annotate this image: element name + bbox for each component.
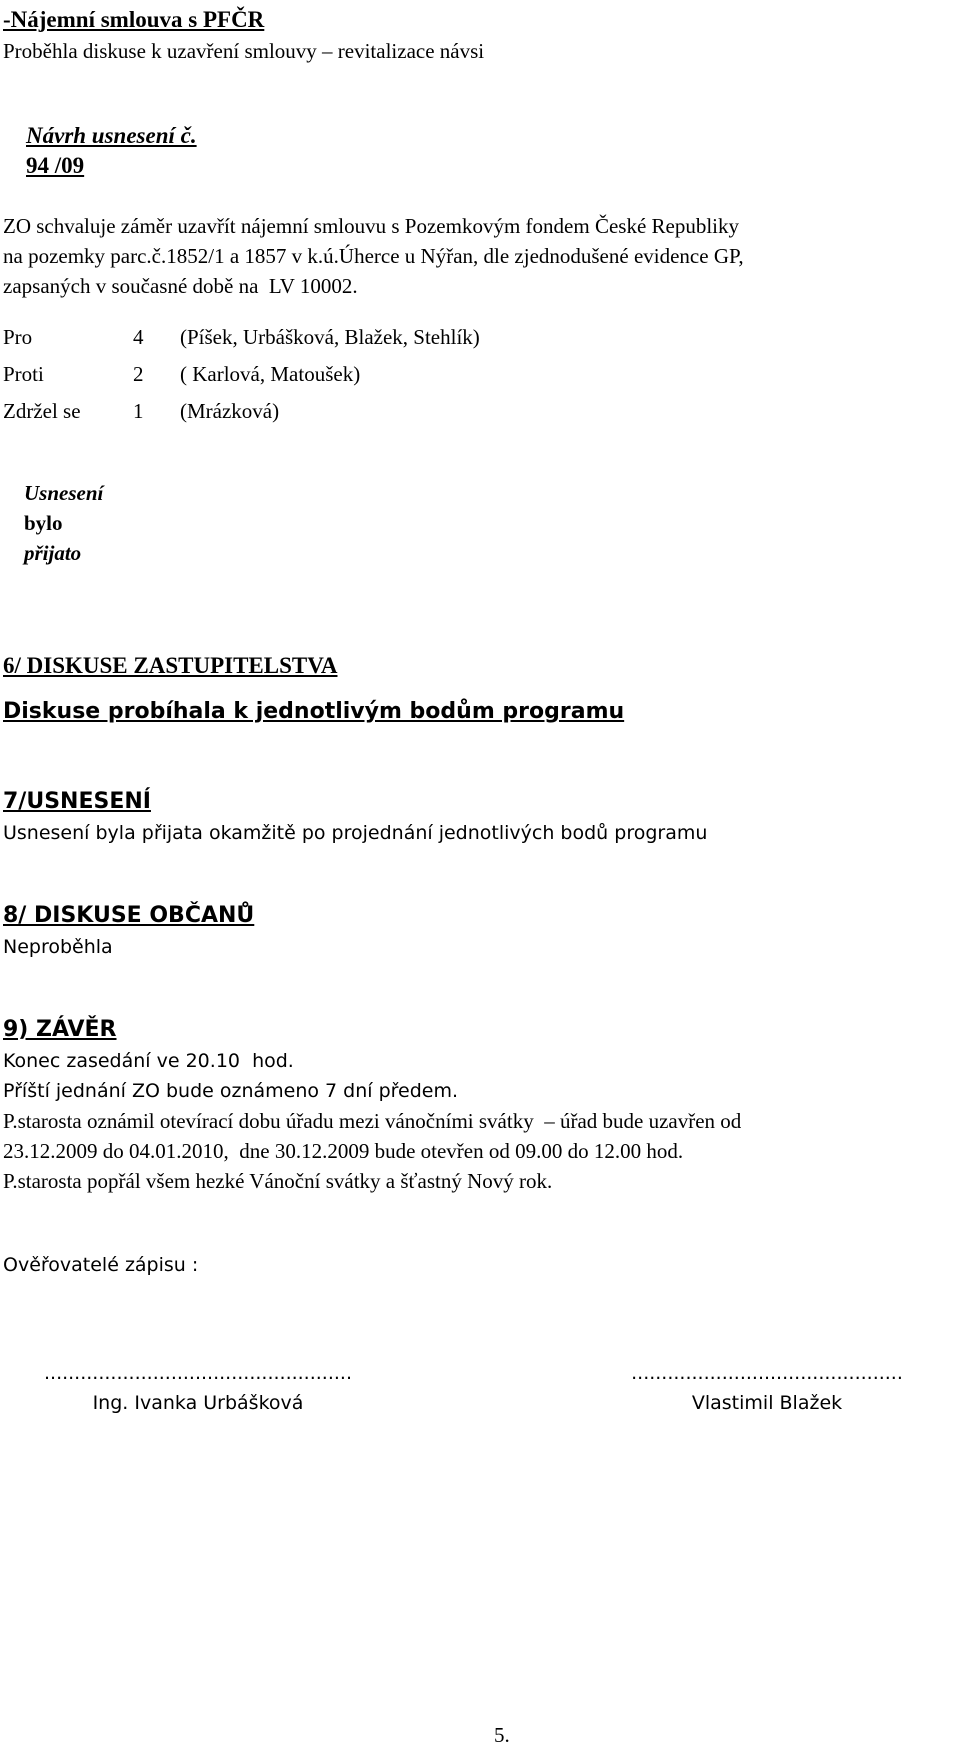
signature-name-right: Vlastimil Blažek bbox=[691, 1392, 843, 1414]
result-word-resolution: Usnesení bbox=[24, 481, 104, 505]
vote-row-for bbox=[3, 319, 953, 356]
vote-count: 1 bbox=[133, 399, 144, 423]
signature-block bbox=[3, 1358, 953, 1418]
result-word-adopted: přijato bbox=[24, 541, 82, 565]
result-word-was: bylo bbox=[24, 511, 63, 535]
signature-line-left: ................................................... bbox=[43, 1362, 353, 1384]
section9-line-5: P.starosta popřál všem hezké Vánoční svátky a šťastný Nový rok. bbox=[3, 1169, 553, 1193]
section8-heading: 8/ DISKUSE OBČANŮ bbox=[3, 903, 255, 928]
vote-names: (Mrázková) bbox=[180, 399, 280, 423]
vote-row-abstain bbox=[3, 393, 953, 430]
resolution-result bbox=[3, 448, 953, 598]
section8-text: Neproběhla bbox=[3, 936, 113, 958]
lease-heading: -Nájemní smlouva s PFČR bbox=[3, 7, 265, 32]
vote-count: 2 bbox=[133, 362, 144, 386]
signature-name-left: Ing. Ivanka Urbášková bbox=[92, 1392, 304, 1414]
section9-heading: 9) ZÁVĚR bbox=[3, 1017, 117, 1042]
proposal-line-3: zapsaných v současné době na LV 10002. bbox=[3, 274, 358, 298]
section9-line-4: 23.12.2009 do 04.01.2010, dne 30.12.2009 bude otevřen od 09.00 do 12.00 hod. bbox=[3, 1139, 684, 1163]
vote-label: Proti bbox=[3, 362, 44, 386]
vote-table bbox=[3, 319, 953, 430]
vote-label: Zdržel se bbox=[3, 399, 81, 423]
verifiers-label: Ověřovatelé zápisu : bbox=[3, 1254, 199, 1276]
section6-text: Diskuse probíhala k jednotlivým bodům programu bbox=[3, 699, 625, 724]
section9-line-2: Příští jednání ZO bude oznámeno 7 dní předem. bbox=[3, 1080, 459, 1102]
proposal-number: 94 /09 bbox=[26, 153, 85, 178]
vote-count: 4 bbox=[133, 325, 144, 349]
vote-row-against bbox=[3, 356, 953, 393]
section7-text: Usnesení byla přijata okamžitě po projednání jednotlivých bodů programu bbox=[3, 822, 708, 844]
section6-heading: 6/ DISKUSE ZASTUPITELSTVA bbox=[3, 653, 338, 678]
signature-right bbox=[597, 1358, 937, 1418]
lease-discussion: Proběhla diskuse k uzavření smlouvy – revitalizace návsi bbox=[3, 39, 485, 63]
signature-line-right: ............................................. bbox=[631, 1362, 903, 1384]
proposal-line-1: ZO schvaluje záměr uzavřít nájemní smlouvu s Pozemkovým fondem České Republiky bbox=[3, 214, 740, 238]
section9-line-3: P.starosta oznámil otevírací dobu úřadu mezi vánočními svátky – úřad bude uzavřen od bbox=[3, 1109, 742, 1133]
vote-names: (Píšek, Urbášková, Blažek, Stehlík) bbox=[180, 325, 480, 349]
signature-left bbox=[3, 1358, 393, 1418]
section7-heading: 7/USNESENÍ bbox=[3, 789, 151, 814]
vote-names: ( Karlová, Matoušek) bbox=[180, 362, 361, 386]
document-page bbox=[3, 4, 953, 1280]
proposal-title bbox=[3, 91, 953, 211]
section9-line-1: Konec zasedání ve 20.10 hod. bbox=[3, 1050, 294, 1072]
page-number: 5. bbox=[494, 1723, 510, 1747]
vote-label: Pro bbox=[3, 325, 33, 349]
proposal-label: Návrh usnesení č. bbox=[26, 123, 197, 148]
proposal-line-2: na pozemky parc.č.1852/1 a 1857 v k.ú.Úherce u Nýřan, dle zjednodušené evidence GP, bbox=[3, 244, 744, 268]
